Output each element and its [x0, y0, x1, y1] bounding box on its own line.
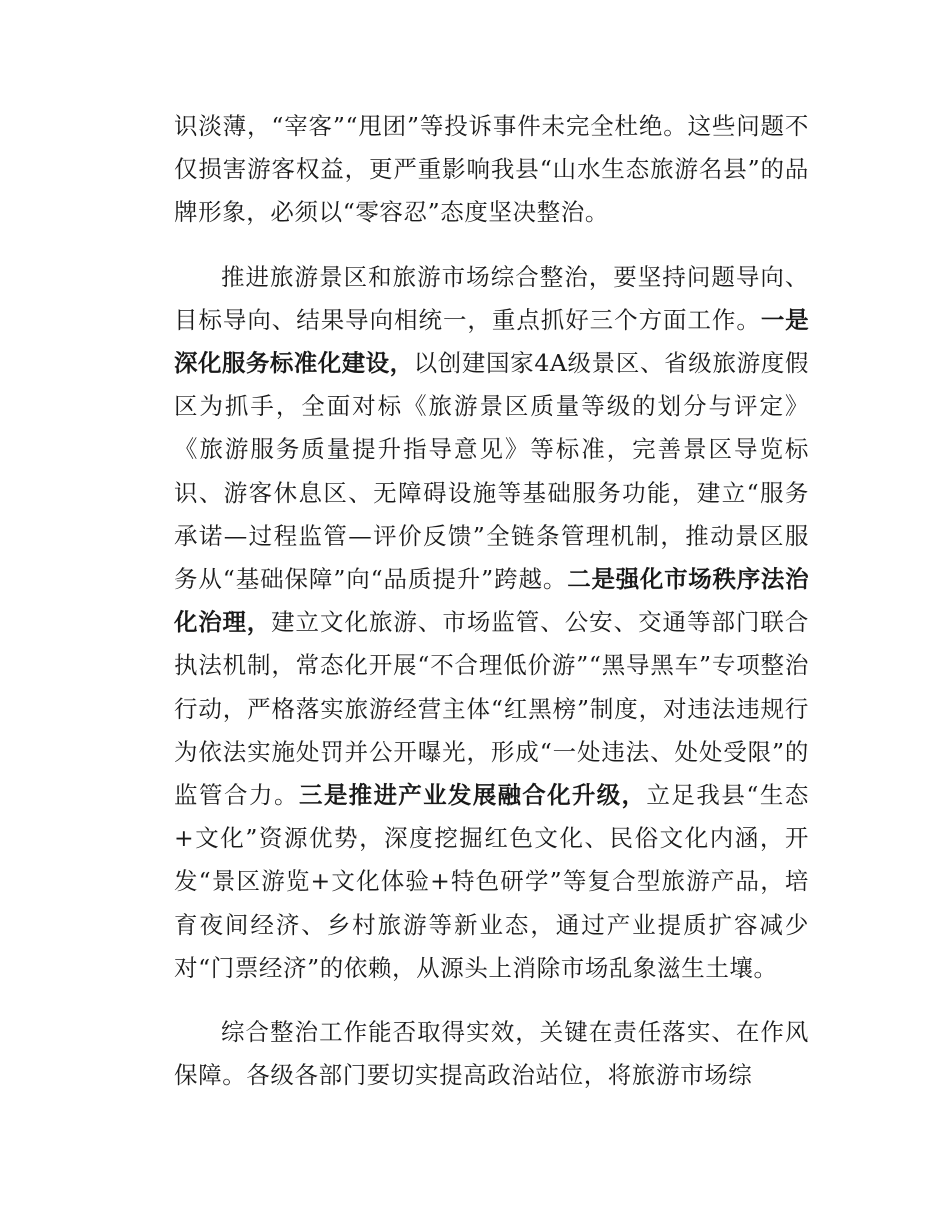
paragraph-3	[174, 1011, 809, 1097]
point-1-body: 以创建国家4A级景区、省级旅游度假区为抓手，全面对标《旅游景区质量等级的划分与评定》《旅游服务质量提升指导意见》等标准，完善景区导览标识、游客休息区、无障碍设施等基础服务功能，建立“服务承诺—过程监管—评价反馈”全链条管理机制，推动景区服务从“基础保障”向“品质提升”跨越。	[174, 349, 810, 594]
paragraph-3-text: 综合整治工作能否取得实效，关键在责任落实、在作风保障。各级各部门要切实提高政治站位，将旅游市场综	[174, 1018, 809, 1090]
point-1-heading: 一是深化服务标准化建设，	[174, 305, 809, 378]
point-3-heading: 三是推进产业发展融合化升级，	[299, 781, 647, 810]
point-3-body: 立足我县“生态+文化”资源优势，深度挖掘红色文化、民俗文化内涵，开发“景区游览+文化体验+特色研学”等复合型旅游产品，培育夜间经济、乡村旅游等新业态，通过产业提质扩容减少对“门票经济”的依赖，从源头上消除市场乱象滋生土壤。	[174, 781, 809, 982]
document-body	[174, 105, 809, 1097]
paragraph-1	[174, 105, 809, 235]
paragraph-1-text: 识淡薄，“宰客”“甩团”等投诉事件未完全杜绝。这些问题不仅损害游客权益，更严重影响我县“山水生态旅游名县”的品牌形象，必须以“零容忍”态度坚决整治。	[174, 112, 809, 227]
point-2-heading: 二是强化市场秩序法治化治理，	[174, 565, 810, 637]
paragraph-2	[174, 256, 809, 990]
paragraph-2-intro: 推进旅游景区和旅游市场综合整治，要坚持问题导向、目标导向、结果导向相统一，重点抓好三个方面工作。	[174, 262, 809, 334]
point-2-body: 建立文化旅游、市场监管、公安、交通等部门联合执法机制，常态化开展“不合理低价游”“黑导黑车”专项整治行动，严格落实旅游经营主体“红黑榜”制度，对违法违规行为依法实施处罚并公开曝光，形成“一处违法、处处受限”的监管合力。	[174, 608, 809, 810]
